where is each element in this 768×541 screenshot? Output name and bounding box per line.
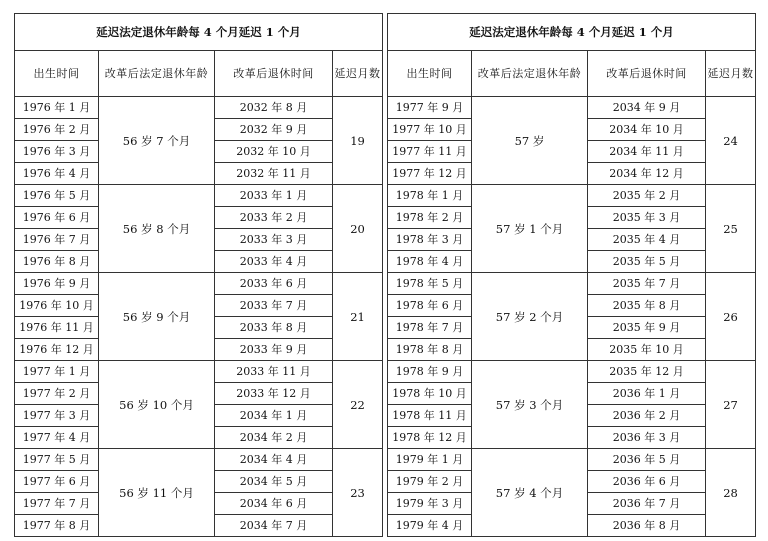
retirement-time-cell: 2035 年 8 月 [588,295,706,317]
retirement-age-cell: 56 岁 8 个月 [99,185,215,273]
retirement-time-cell: 2036 年 2 月 [588,405,706,427]
birth-time-cell: 1977 年 12 月 [388,163,472,185]
retirement-time-cell: 2033 年 8 月 [215,317,333,339]
table-row [388,361,756,383]
birth-time-cell: 1977 年 3 月 [15,405,99,427]
table-title: 延迟法定退休年龄每 4 个月延迟 1 个月 [15,14,383,51]
retirement-time-cell: 2033 年 2 月 [215,207,333,229]
delay-months-cell: 22 [333,361,383,449]
retirement-time-cell: 2032 年 8 月 [215,97,333,119]
table-row [15,449,383,471]
birth-time-cell: 1976 年 3 月 [15,141,99,163]
header-retirement-age: 改革后法定退休年龄 [472,51,588,97]
retirement-time-cell: 2035 年 9 月 [588,317,706,339]
birth-time-cell: 1978 年 7 月 [388,317,472,339]
birth-time-cell: 1976 年 1 月 [15,97,99,119]
delay-months-cell: 24 [706,97,756,185]
delay-table-left [14,13,383,537]
birth-time-cell: 1976 年 6 月 [15,207,99,229]
birth-time-cell: 1978 年 4 月 [388,251,472,273]
delay-months-cell: 25 [706,185,756,273]
retirement-time-cell: 2036 年 5 月 [588,449,706,471]
retirement-time-cell: 2034 年 11 月 [588,141,706,163]
retirement-time-cell: 2033 年 1 月 [215,185,333,207]
retirement-time-cell: 2033 年 7 月 [215,295,333,317]
birth-time-cell: 1978 年 2 月 [388,207,472,229]
birth-time-cell: 1977 年 8 月 [15,515,99,537]
retirement-time-cell: 2033 年 9 月 [215,339,333,361]
delay-months-cell: 28 [706,449,756,537]
header-row [15,51,383,97]
title-row [388,14,756,51]
birth-time-cell: 1979 年 3 月 [388,493,472,515]
birth-time-cell: 1976 年 4 月 [15,163,99,185]
retirement-time-cell: 2035 年 3 月 [588,207,706,229]
birth-time-cell: 1977 年 2 月 [15,383,99,405]
table-row [388,97,756,119]
retirement-time-cell: 2033 年 12 月 [215,383,333,405]
birth-time-cell: 1976 年 9 月 [15,273,99,295]
retirement-time-cell: 2034 年 4 月 [215,449,333,471]
retirement-time-cell: 2034 年 6 月 [215,493,333,515]
birth-time-cell: 1976 年 11 月 [15,317,99,339]
retirement-time-cell: 2034 年 2 月 [215,427,333,449]
delay-months-cell: 21 [333,273,383,361]
birth-time-cell: 1976 年 12 月 [15,339,99,361]
table-row [15,361,383,383]
retirement-time-cell: 2036 年 6 月 [588,471,706,493]
retirement-time-cell: 2035 年 7 月 [588,273,706,295]
retirement-time-cell: 2033 年 3 月 [215,229,333,251]
birth-time-cell: 1976 年 8 月 [15,251,99,273]
birth-time-cell: 1976 年 5 月 [15,185,99,207]
retirement-age-cell: 56 岁 7 个月 [99,97,215,185]
retirement-age-cell: 56 岁 10 个月 [99,361,215,449]
retirement-age-cell: 57 岁 3 个月 [472,361,588,449]
retirement-time-cell: 2034 年 9 月 [588,97,706,119]
delay-months-cell: 19 [333,97,383,185]
table-row [388,273,756,295]
delay-months-cell: 23 [333,449,383,537]
retirement-time-cell: 2035 年 4 月 [588,229,706,251]
birth-time-cell: 1979 年 4 月 [388,515,472,537]
table-row [15,97,383,119]
birth-time-cell: 1978 年 8 月 [388,339,472,361]
birth-time-cell: 1977 年 9 月 [388,97,472,119]
birth-time-cell: 1978 年 11 月 [388,405,472,427]
retirement-time-cell: 2036 年 1 月 [588,383,706,405]
birth-time-cell: 1977 年 7 月 [15,493,99,515]
header-birth-time: 出生时间 [388,51,472,97]
retirement-age-cell: 56 岁 9 个月 [99,273,215,361]
birth-time-cell: 1978 年 1 月 [388,185,472,207]
retirement-time-cell: 2034 年 7 月 [215,515,333,537]
birth-time-cell: 1978 年 9 月 [388,361,472,383]
title-row [15,14,383,51]
birth-time-cell: 1979 年 1 月 [388,449,472,471]
delay-months-cell: 27 [706,361,756,449]
retirement-time-cell: 2034 年 10 月 [588,119,706,141]
birth-time-cell: 1978 年 3 月 [388,229,472,251]
retirement-age-cell: 57 岁 1 个月 [472,185,588,273]
birth-time-cell: 1976 年 7 月 [15,229,99,251]
birth-time-cell: 1978 年 10 月 [388,383,472,405]
retirement-time-cell: 2032 年 9 月 [215,119,333,141]
retirement-time-cell: 2034 年 5 月 [215,471,333,493]
birth-time-cell: 1977 年 4 月 [15,427,99,449]
retirement-age-cell: 56 岁 11 个月 [99,449,215,537]
header-delay-months: 延迟月数 [706,51,756,97]
retirement-time-cell: 2035 年 12 月 [588,361,706,383]
header-retirement-time: 改革后退休时间 [215,51,333,97]
table-row [15,273,383,295]
retirement-time-cell: 2032 年 11 月 [215,163,333,185]
delay-months-cell: 26 [706,273,756,361]
birth-time-cell: 1977 年 1 月 [15,361,99,383]
retirement-age-cell: 57 岁 [472,97,588,185]
retirement-time-cell: 2032 年 10 月 [215,141,333,163]
birth-time-cell: 1976 年 2 月 [15,119,99,141]
retirement-age-cell: 57 岁 4 个月 [472,449,588,537]
table-row [388,449,756,471]
birth-time-cell: 1978 年 5 月 [388,273,472,295]
retirement-time-cell: 2035 年 2 月 [588,185,706,207]
retirement-time-cell: 2036 年 7 月 [588,493,706,515]
retirement-age-cell: 57 岁 2 个月 [472,273,588,361]
retirement-time-cell: 2034 年 12 月 [588,163,706,185]
birth-time-cell: 1977 年 5 月 [15,449,99,471]
birth-time-cell: 1977 年 6 月 [15,471,99,493]
delay-table-right [387,13,756,537]
table-row [15,185,383,207]
retirement-time-cell: 2036 年 8 月 [588,515,706,537]
header-delay-months: 延迟月数 [333,51,383,97]
retirement-time-cell: 2033 年 4 月 [215,251,333,273]
header-birth-time: 出生时间 [15,51,99,97]
retirement-time-cell: 2034 年 1 月 [215,405,333,427]
delay-months-cell: 20 [333,185,383,273]
retirement-time-cell: 2035 年 10 月 [588,339,706,361]
birth-time-cell: 1977 年 10 月 [388,119,472,141]
header-retirement-age: 改革后法定退休年龄 [99,51,215,97]
birth-time-cell: 1979 年 2 月 [388,471,472,493]
birth-time-cell: 1978 年 6 月 [388,295,472,317]
birth-time-cell: 1976 年 10 月 [15,295,99,317]
retirement-time-cell: 2033 年 6 月 [215,273,333,295]
table-title: 延迟法定退休年龄每 4 个月延迟 1 个月 [388,14,756,51]
retirement-time-cell: 2036 年 3 月 [588,427,706,449]
header-retirement-time: 改革后退休时间 [588,51,706,97]
table-row [388,185,756,207]
birth-time-cell: 1977 年 11 月 [388,141,472,163]
header-row [388,51,756,97]
birth-time-cell: 1978 年 12 月 [388,427,472,449]
retirement-time-cell: 2033 年 11 月 [215,361,333,383]
retirement-time-cell: 2035 年 5 月 [588,251,706,273]
